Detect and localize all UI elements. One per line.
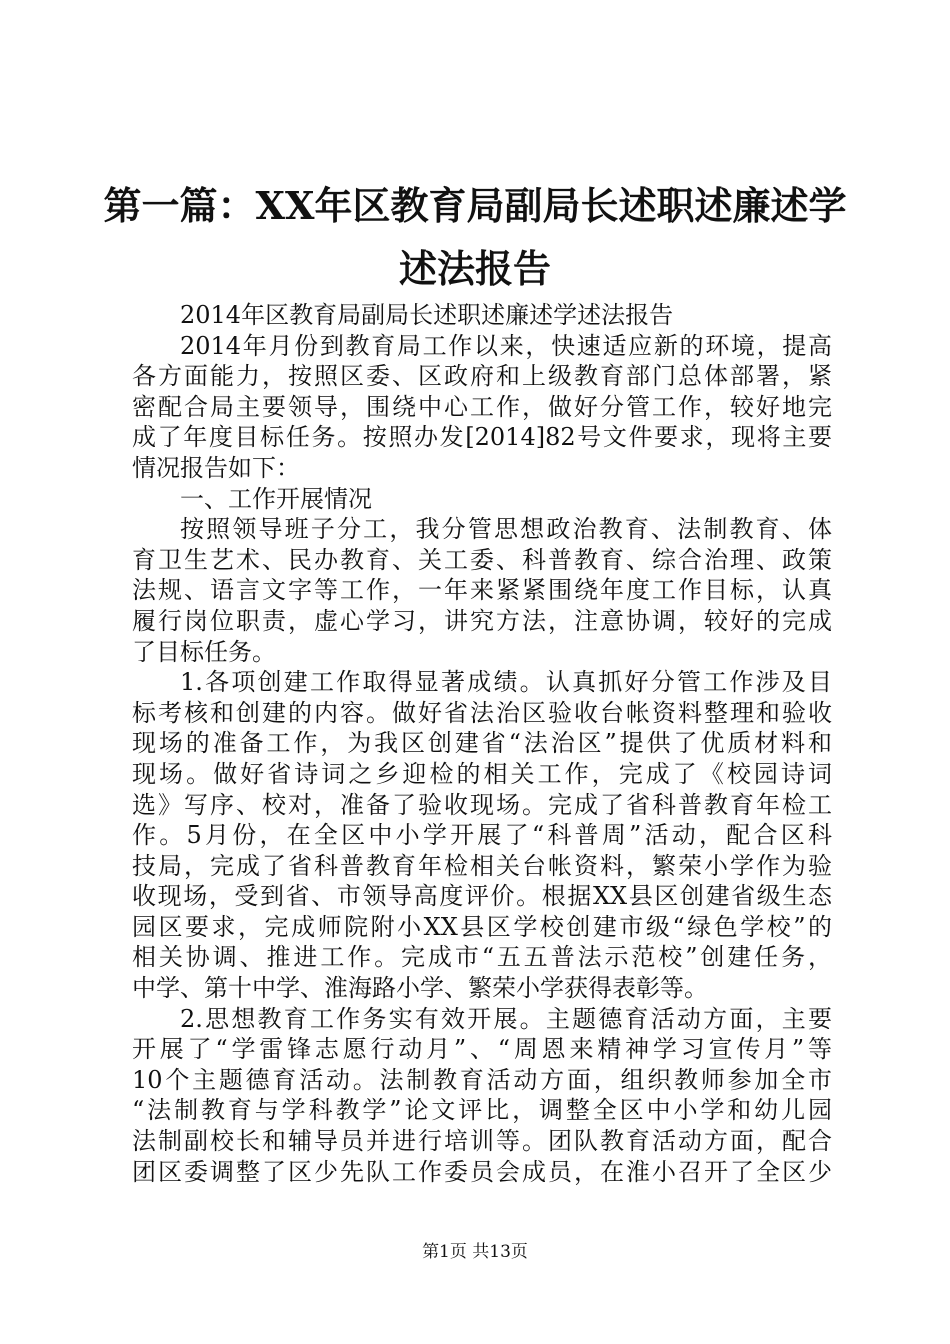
page-footer: 第1页 共13页 bbox=[422, 1242, 528, 1262]
body-line: 技局，完成了省科普教育年检相关台帐资料，繁荣小学作为验 bbox=[132, 851, 832, 880]
body-line: 园区要求，完成师院附小XX县区学校创建市级“绿色学校”的 bbox=[132, 912, 832, 941]
body-line: 10个主题德育活动。法制教育活动方面，组织教师参加全市 bbox=[132, 1065, 832, 1094]
body-line: 中学、第十中学、淮海路小学、繁荣小学获得表彰等。 bbox=[132, 974, 708, 1003]
body-line: 法规、语言文字等工作，一年来紧紧围绕年度工作目标，认真 bbox=[132, 576, 832, 605]
body-line: 育卫生艺术、民办教育、关工委、科普教育、综合治理、政策 bbox=[132, 545, 832, 574]
section-heading: 一、工作开展情况 bbox=[180, 484, 372, 513]
body-line: 1.各项创建工作取得显著成绩。认真抓好分管工作涉及目 bbox=[180, 668, 832, 697]
body-line: 开展了“学雷锋志愿行动月”、“周恩来精神学习宣传月”等 bbox=[132, 1035, 832, 1064]
body-line: “法制教育与学科教学”论文评比，调整全区中小学和幼儿园 bbox=[132, 1096, 832, 1125]
body-line: 作。5月份，在全区中小学开展了“科普周”活动，配合区科 bbox=[132, 821, 832, 850]
body-line: 密配合局主要领导，围绕中心工作，做好分管工作，较好地完 bbox=[132, 392, 832, 421]
body-line: 履行岗位职责，虚心学习，讲究方法，注意协调，较好的完成 bbox=[132, 606, 832, 635]
document-body bbox=[132, 300, 832, 1187]
body-line: 法制副校长和辅导员并进行培训等。团队教育活动方面，配合 bbox=[132, 1127, 832, 1156]
body-line: 相关协调、推进工作。完成市“五五普法示范校”创建任务， bbox=[132, 943, 832, 972]
body-line: 收现场，受到省、市领导高度评价。根据XX县区创建省级生态 bbox=[132, 882, 832, 911]
document-title-line-2: 述法报告 bbox=[398, 246, 551, 291]
document-title-line-1: 第一篇：XX年区教育局副局长述职述廉述学 bbox=[103, 183, 847, 228]
body-line: 标考核和创建的内容。做好省法治区验收台帐资料整理和验收 bbox=[132, 698, 832, 727]
body-line: 团区委调整了区少先队工作委员会成员，在淮小召开了全区少 bbox=[132, 1157, 832, 1186]
body-line: 选》写序、校对，准备了验收现场。完成了省科普教育年检工 bbox=[132, 790, 832, 819]
body-line: 2014年月份到教育局工作以来，快速适应新的环境，提高 bbox=[180, 331, 832, 360]
body-line: 成了年度目标任务。按照办发[2014]82号文件要求，现将主要 bbox=[132, 423, 832, 452]
body-line: 情况报告如下： bbox=[132, 453, 300, 482]
body-line: 2.思想教育工作务实有效开展。主题德育活动方面，主要 bbox=[180, 1004, 832, 1033]
body-line: 现场的准备工作，为我区创建省“法治区”提供了优质材料和 bbox=[132, 729, 832, 758]
subtitle-line: 2014年区教育局副局长述职述廉述学述法报告 bbox=[180, 301, 674, 329]
body-line: 了目标任务。 bbox=[132, 637, 276, 666]
body-line: 现场。做好省诗词之乡迎检的相关工作，完成了《校园诗词 bbox=[132, 759, 832, 788]
body-line: 各方面能力，按照区委、区政府和上级教育部门总体部署，紧 bbox=[132, 362, 832, 391]
body-line: 按照领导班子分工，我分管思想政治教育、法制教育、体 bbox=[180, 515, 832, 544]
